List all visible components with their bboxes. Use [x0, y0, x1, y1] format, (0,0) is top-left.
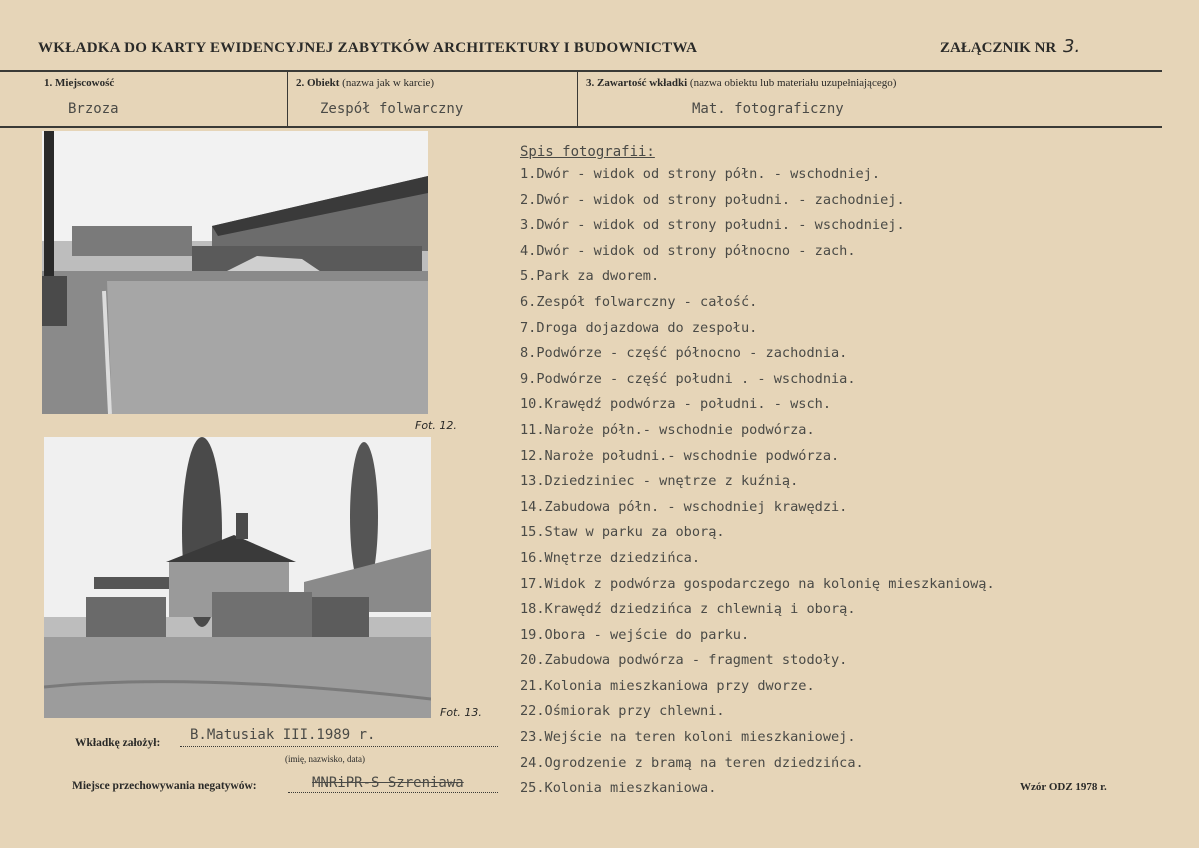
list-item: 19.Obora - wejście do parku. — [520, 626, 750, 643]
list-item: 12.Naroże południ.- wschodnie podwórza. — [520, 447, 840, 464]
template-label: Wzór ODZ 1978 r. — [1020, 781, 1107, 793]
author-dotted-line — [180, 746, 498, 747]
content-value: Mat. fotograficzny — [692, 101, 844, 117]
storage-value: MNRiPR-S Szreniawa — [312, 775, 464, 791]
list-item: 21.Kolonia mieszkaniowa przy dworze. — [520, 677, 815, 694]
list-item: 4.Dwór - widok od strony północno - zach. — [520, 242, 856, 259]
list-item: 14.Zabudowa półn. - wschodniej krawędzi. — [520, 498, 848, 515]
sheet-title: WKŁADKA DO KARTY EWIDENCYJNEJ ZABYTKÓW ARCHITEKTURY I BUDOWNICTWA — [38, 40, 698, 56]
location-label: 1. Miejscowość — [44, 77, 115, 89]
content-note: (nazwa obiektu lub materiału uzupełniającego) — [689, 77, 897, 89]
list-item: 2.Dwór - widok od strony południ. - zachodniej. — [520, 191, 905, 208]
list-item: 16.Wnętrze dziedzińca. — [520, 549, 701, 566]
list-item: 15.Staw w parku za oborą. — [520, 524, 725, 541]
photo-caption-2: Fot. 13. — [440, 706, 482, 719]
field-divider-2 — [577, 71, 578, 126]
object-note: (nazwa jak w karcie) — [342, 77, 435, 89]
list-item: 11.Naroże półn.- wschodnie podwórza. — [520, 421, 815, 438]
photo-courtyard-image — [42, 131, 428, 414]
list-item: 17.Widok z podwórza gospodarczego na kolonię mieszkaniową. — [520, 575, 995, 592]
header-rule-bottom — [0, 126, 1162, 128]
list-item: 8.Podwórze - część północno - zachodnia. — [520, 345, 848, 362]
list-item: 25.Kolonia mieszkaniowa. — [520, 780, 717, 797]
list-item: 10.Krawędź podwórza - południ. - wsch. — [520, 396, 831, 413]
photo-caption-1: Fot. 12. — [415, 419, 457, 432]
photo-list — [520, 162, 995, 802]
list-item: 5.Park za dworem. — [520, 268, 660, 285]
object-label: 2. Obiekt (nazwa jak w karcie) — [296, 77, 435, 89]
author-note: (imię, nazwisko, data) — [285, 754, 365, 764]
header-rule-top — [0, 70, 1162, 72]
list-item: 6.Zespół folwarczny - całość. — [520, 293, 758, 310]
storage-dotted-line — [288, 792, 498, 793]
list-item: 20.Zabudowa podwórza - fragment stodoły. — [520, 652, 848, 669]
field-divider-1 — [287, 71, 288, 126]
author-value: B.Matusiak III.1989 r. — [190, 727, 376, 743]
list-item: 3.Dwór - widok od strony południ. - wschodniej. — [520, 217, 905, 234]
storage-label: Miejsce przechowywania negatywów: — [72, 780, 257, 792]
location-value: Brzoza — [68, 101, 119, 117]
list-item: 7.Droga dojazdowa do zespołu. — [520, 319, 758, 336]
content-label: 3. Zawartość wkładki (nazwa obiektu lub materiału uzupełniającego) — [586, 77, 897, 89]
list-item: 18.Krawędź dziedzińca z chlewnią i oborą. — [520, 601, 856, 618]
list-item: 1.Dwór - widok od strony półn. - wschodniej. — [520, 166, 881, 182]
photo-list-title: Spis fotografii: — [520, 144, 655, 160]
list-item: 24.Ogrodzenie z bramą na teren dziedzińca. — [520, 754, 864, 771]
annex-number: 3. — [1063, 36, 1081, 57]
list-item: 9.Podwórze - część południ . - wschodnia. — [520, 370, 856, 387]
annex-label: ZAŁĄCZNIK NR — [940, 40, 1057, 56]
list-item: 22.Ośmiorak przy chlewni. — [520, 703, 725, 720]
list-item: 13.Dziedziniec - wnętrze z kuźnią. — [520, 473, 799, 490]
list-item: 23.Wejście na teren koloni mieszkaniowej. — [520, 729, 856, 746]
object-value: Zespół folwarczny — [320, 101, 464, 117]
author-label: Wkładkę założył: — [75, 737, 161, 749]
photo-sheds-image — [44, 437, 431, 718]
